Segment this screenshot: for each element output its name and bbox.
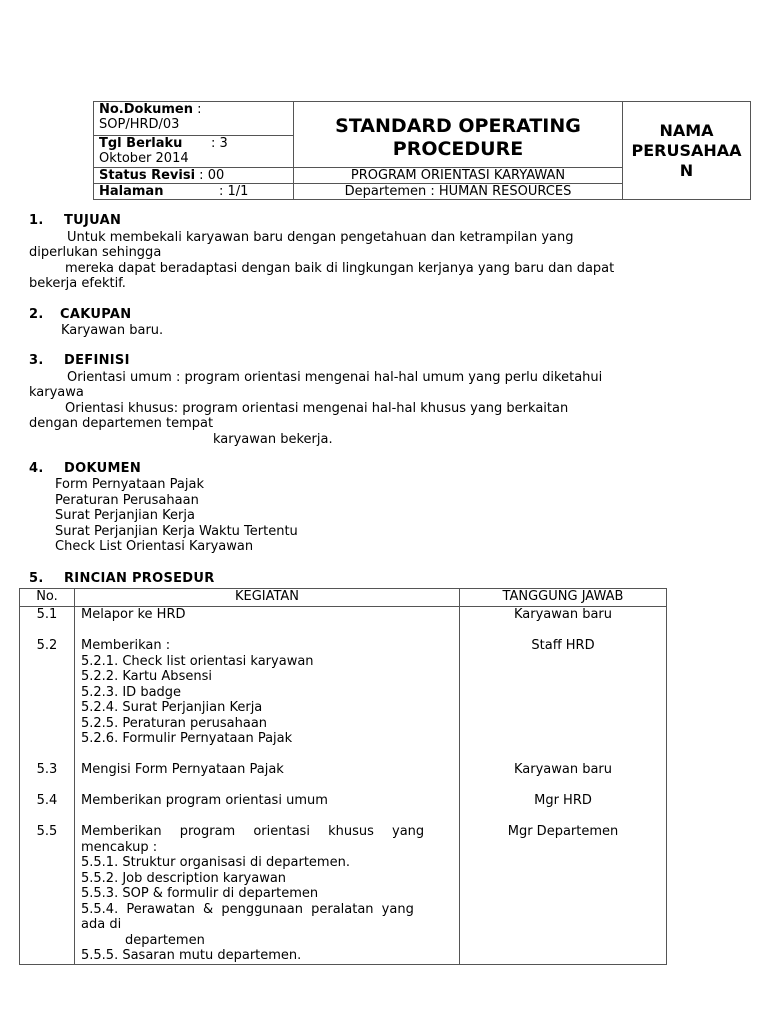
activity-text: Melapor ke HRD bbox=[81, 607, 186, 622]
sop-title-line2: PROCEDURE bbox=[392, 137, 524, 160]
column-header-tanggung-jawab: TANGGUNG JAWAB bbox=[460, 589, 667, 607]
activity-subitem: 5.5.2. Job description karyawan bbox=[81, 870, 287, 886]
table-body-row bbox=[20, 607, 667, 965]
definisi-line-5: karyawan bekerja. bbox=[213, 432, 333, 447]
section-number: 1. bbox=[29, 213, 44, 228]
step-number: 5.2 bbox=[36, 638, 58, 653]
section-title: DOKUMEN bbox=[64, 461, 142, 476]
definisi-line-3: Orientasi khusus: program orientasi mengenai hal-hal khusus yang berkaitan bbox=[65, 401, 569, 416]
section-number: 3. bbox=[29, 353, 44, 368]
dokumen-item: Check List Orientasi Karyawan bbox=[55, 539, 254, 554]
column-header-kegiatan: KEGIATAN bbox=[75, 589, 460, 607]
company-name-line3: N bbox=[679, 160, 694, 180]
section-rincian-heading bbox=[29, 571, 215, 587]
responsible-party: Karyawan baru bbox=[513, 762, 613, 777]
page-number-value: : 1/1 bbox=[219, 184, 249, 199]
activity-subitem: 5.5.1. Struktur organisasi di departemen. bbox=[81, 855, 350, 870]
activity-text: Mengisi Form Pernyataan Pajak bbox=[81, 762, 284, 777]
section-title: CAKUPAN bbox=[60, 307, 132, 322]
activity-subitem: 5.2.2. Kartu Absensi bbox=[81, 669, 212, 684]
effective-date-value-a: : 3 bbox=[211, 136, 228, 151]
activity-subitem: 5.2.6. Formulir Pernyataan Pajak bbox=[81, 731, 293, 746]
activity-text-cont: mencakup : bbox=[81, 839, 158, 855]
activity-text: Memberikan program orientasi khusus yang bbox=[81, 824, 425, 839]
step-number: 5.3 bbox=[36, 762, 58, 777]
company-name-line1: NAMA bbox=[659, 120, 714, 140]
activity-subitem: 5.5.3. SOP & formulir di departemen bbox=[81, 886, 319, 901]
page-number-cell bbox=[94, 184, 294, 200]
doc-number-colon: : bbox=[193, 102, 202, 117]
step-number: 5.1 bbox=[36, 607, 58, 622]
activity-subitem: 5.2.1. Check list orientasi karyawan bbox=[81, 653, 314, 669]
step-numbers-cell bbox=[20, 607, 75, 965]
program-name: PROGRAM ORIENTASI KARYAWAN bbox=[350, 168, 566, 183]
activity-subitem-cont: ada di bbox=[81, 917, 122, 932]
responsible-party: Staff HRD bbox=[531, 638, 595, 653]
cakupan-line-1: Karyawan baru. bbox=[61, 323, 164, 338]
section-tujuan-heading bbox=[29, 213, 121, 229]
responsibility-cell bbox=[460, 607, 667, 965]
effective-date-value-b: Oktober 2014 bbox=[99, 151, 189, 166]
responsible-party: Mgr Departemen bbox=[507, 824, 619, 839]
section-title: TUJUAN bbox=[64, 213, 122, 228]
section-number: 5. bbox=[29, 571, 44, 586]
department-cell bbox=[294, 184, 623, 200]
company-name-cell bbox=[623, 102, 751, 200]
activity-text: Memberikan program orientasi umum bbox=[81, 793, 328, 808]
section-dokumen-heading bbox=[29, 461, 141, 477]
definisi-line-1: Orientasi umum : program orientasi mengenai hal-hal umum yang perlu diketahui bbox=[67, 370, 603, 385]
step-number: 5.5 bbox=[36, 824, 58, 839]
effective-date-cell bbox=[94, 136, 294, 168]
definisi-line-2: karyawa bbox=[29, 385, 84, 400]
revision-status-value: : 00 bbox=[195, 168, 225, 183]
activity-subitem: 5.5.5. Sasaran mutu departemen. bbox=[81, 948, 302, 963]
responsible-party: Mgr HRD bbox=[534, 793, 592, 808]
sop-title-cell bbox=[294, 102, 623, 168]
page-number-label: Halaman bbox=[99, 184, 164, 199]
dokumen-item: Form Pernyataan Pajak bbox=[55, 477, 204, 492]
activity-subitem: 5.5.4. Perawatan & penggunaan peralatan yang bbox=[81, 901, 414, 917]
effective-date-label: Tgl Berlaku bbox=[99, 136, 183, 151]
activity-text: Memberikan : bbox=[81, 638, 171, 653]
dokumen-item: Peraturan Perusahaan bbox=[55, 493, 199, 508]
procedure-table bbox=[19, 588, 667, 965]
definisi-line-4: dengan departemen tempat bbox=[29, 416, 214, 431]
activity-subitem-cont: departemen bbox=[125, 932, 205, 948]
revision-status-label: Status Revisi bbox=[99, 168, 196, 183]
tujuan-line-4: bekerja efektif. bbox=[29, 276, 126, 291]
doc-number-label: No.Dokumen bbox=[99, 102, 193, 117]
section-title: RINCIAN PROSEDUR bbox=[64, 571, 215, 586]
section-title: DEFINISI bbox=[64, 353, 130, 368]
tujuan-line-1: Untuk membekali karyawan baru dengan pengetahuan dan ketrampilan yang bbox=[67, 230, 574, 245]
tujuan-line-2: diperlukan sehingga bbox=[29, 245, 162, 260]
company-name-line2: PERUSAHAA bbox=[631, 140, 742, 160]
activity-subitem: 5.2.4. Surat Perjanjian Kerja bbox=[81, 700, 263, 715]
column-header-no: No. bbox=[20, 589, 75, 607]
sop-title-line1: STANDARD OPERATING bbox=[335, 114, 581, 137]
activity-subitem: 5.2.3. ID badge bbox=[81, 684, 182, 700]
dokumen-item: Surat Perjanjian Kerja bbox=[55, 508, 195, 523]
revision-status-cell bbox=[94, 168, 294, 184]
step-number: 5.4 bbox=[36, 793, 58, 808]
program-name-cell bbox=[294, 168, 623, 184]
document-header-table bbox=[93, 101, 751, 200]
dokumen-item: Surat Perjanjian Kerja Waktu Tertentu bbox=[55, 524, 298, 539]
activity-subitem: 5.2.5. Peraturan perusahaan bbox=[81, 715, 268, 731]
doc-number-cell bbox=[94, 102, 294, 136]
section-cakupan-heading bbox=[29, 307, 131, 323]
section-number: 4. bbox=[29, 461, 44, 476]
section-definisi-heading bbox=[29, 353, 130, 369]
tujuan-line-3: mereka dapat beradaptasi dengan baik di lingkungan kerjanya yang baru dan dapat bbox=[65, 261, 615, 276]
department-name: Departemen : HUMAN RESOURCES bbox=[344, 184, 572, 199]
section-number: 2. bbox=[29, 307, 44, 322]
doc-number-value: SOP/HRD/03 bbox=[99, 117, 180, 132]
responsible-party: Karyawan baru bbox=[513, 607, 613, 622]
activities-cell bbox=[75, 607, 460, 965]
table-header-row bbox=[20, 589, 667, 607]
